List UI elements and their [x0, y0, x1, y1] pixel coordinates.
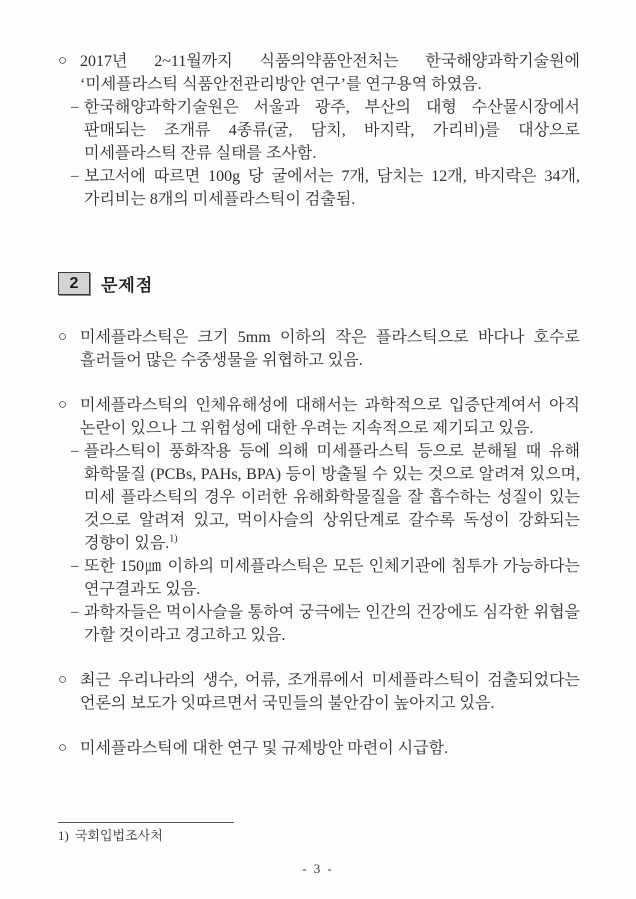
bullet-text: 미세플라스틱의 인체유해성에 대해서는 과학적으로 입증단계여서 아직 논란이 있으나 그 위험성에 대한 우려는 지속적으로 제기되고 있음.: [80, 397, 580, 437]
footnote-divider: [58, 822, 234, 823]
bullet-item: [58, 669, 580, 715]
dash-bullet-marker: –: [71, 558, 79, 574]
bullet-item: [71, 165, 580, 211]
bullet-item: [71, 96, 580, 165]
footnote-area: [58, 822, 234, 844]
bullet-item: [58, 50, 580, 96]
footnote: [58, 828, 234, 844]
footnote-marker: 1): [58, 828, 69, 843]
page-number: - 3 -: [302, 861, 334, 876]
circle-bullet-marker: ○: [58, 329, 68, 345]
section-heading: [58, 271, 580, 296]
circle-bullet-marker: ○: [58, 740, 68, 756]
dash-bullet-marker: –: [71, 443, 79, 459]
bullet-item: [58, 326, 580, 372]
bullet-item: [71, 601, 580, 647]
bullet-text: 보고서에 따르면 100g 당 굴에서는 7개, 담치는 12개, 바지락은 34개, 가리비는 8개의 미세플라스틱이 검출됨.: [84, 168, 580, 208]
dash-bullet-marker: –: [71, 604, 79, 620]
section-number-box: 2: [58, 272, 90, 295]
bullet-item: [71, 440, 580, 555]
bullet-item: [58, 394, 580, 440]
bullet-text: [84, 440, 580, 555]
circle-bullet-marker: ○: [58, 397, 68, 413]
circle-bullet-marker: ○: [58, 53, 68, 69]
footnote-text: 국회입법조사처: [74, 828, 163, 843]
bullet-item: [71, 555, 580, 601]
bullet-text: 최근 우리나라의 생수, 어류, 조개류에서 미세플라스틱이 검출되었다는 언론의 보도가 잇따르면서 국민들의 불안감이 높아지고 있음.: [80, 672, 580, 712]
bullet-text: 2017년 2~11월까지 식품의약품안전처는 한국해양과학기술원에 ‘미세플라스틱 식품안전관리방안 연구’를 연구용역 하였음.: [80, 53, 580, 93]
bullet-text: 또한 150㎛ 이하의 미세플라스틱은 모든 인체기관에 침투가 가능하다는 연구결과도 있음.: [84, 558, 580, 598]
section-title: 문제점: [101, 276, 154, 295]
bullet-text-body: 플라스틱이 풍화작용 등에 의해 미세플라스틱 등으로 분해될 때 유해 화학물질 (PCBs, PAHs, BPA) 등이 방출될 수 있는 것으로 알려져 있으며, 미세 플라스틱의 경우 이러한 유해화학물질을 잘 흡수하는 성질이 있는 것으로 알려져 있고, 먹이사슬의 상위단계로 갈수록 독성이 강화되는 경향이 있음.: [84, 443, 580, 552]
bullet-text: 미세플라스틱은 크기 5mm 이하의 작은 플라스틱으로 바다나 호수로 흘러들어 많은 수중생물을 위협하고 있음.: [80, 329, 580, 369]
dash-bullet-marker: –: [71, 168, 79, 184]
bullet-text: 한국해양과학기술원은 서울과 광주, 부산의 대형 수산물시장에서 판매되는 조개류 4종류(굴, 담치, 바지락, 가리비)를 대상으로 미세플라스틱 잔류 실태를 조사함.: [84, 99, 580, 162]
circle-bullet-marker: ○: [58, 672, 68, 688]
bullet-text: 미세플라스틱에 대한 연구 및 규제방안 마련이 시급함.: [80, 740, 449, 757]
bullet-text: 과학자들은 먹이사슬을 통하여 궁극에는 인간의 건강에도 심각한 위협을 가할 것이라고 경고하고 있음.: [84, 604, 580, 644]
bullet-item: [58, 737, 580, 760]
footnote-reference: 1): [169, 533, 178, 545]
dash-bullet-marker: –: [71, 99, 79, 115]
